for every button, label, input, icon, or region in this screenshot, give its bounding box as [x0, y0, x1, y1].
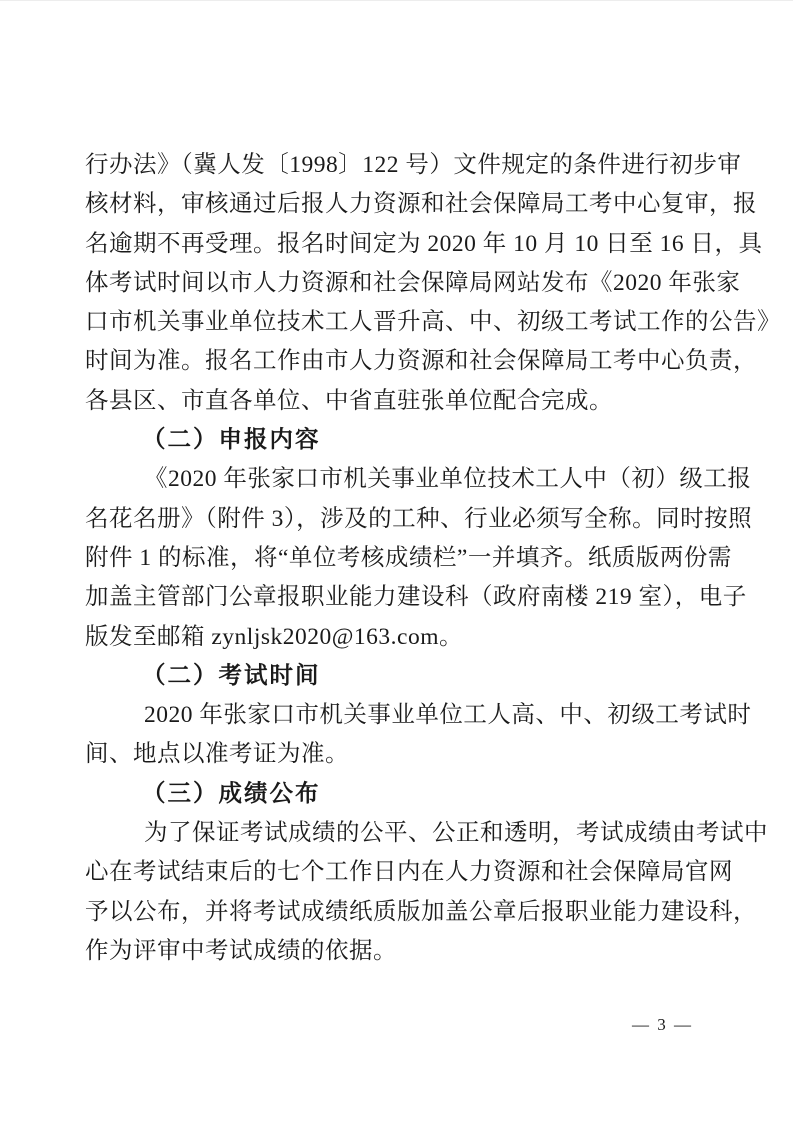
text-line: 附件 1 的标准，将“单位考核成绩栏”一并填齐。纸质版两份需 — [85, 544, 732, 571]
text-line: 版发至邮箱 zynljsk2020@163.com。 — [85, 623, 463, 650]
text-line: 核材料，审核通过后报人力资源和社会保障局工考中心复审，报 — [85, 191, 757, 218]
text-line: 心在考试结束后的七个工作日内在人力资源和社会保障局官网 — [85, 859, 733, 886]
paragraph — [85, 146, 781, 421]
section-heading: （二）申报内容 — [142, 427, 321, 454]
text-line: 予以公布，并将考试成绩纸质版加盖公章后报职业能力建设科， — [85, 898, 757, 925]
text-line: 名逾期不再受理。报名时间定为 2020 年 10 月 10 日至 16 日，具 — [85, 230, 763, 257]
text-line: 行办法》（冀人发〔1998〕122 号）文件规定的条件进行初步审 — [85, 152, 742, 178]
text-line: 《2020 年张家口市机关事业单位技术工人中（初）级工报 — [144, 466, 752, 493]
text-line: 名花名册》（附件 3），涉及的工种、行业必须写全称。同时按照 — [85, 505, 753, 532]
text-line: 时间为准。报名工作由市人力资源和社会保障局工考中心负责， — [85, 348, 757, 375]
section-heading: （二）考试时间 — [142, 662, 321, 689]
paragraph — [85, 814, 768, 971]
text-line: 体考试时间以市人力资源和社会保障局网站发布《2020 年张家 — [85, 269, 741, 296]
text-line: 加盖主管部门公章报职业能力建设科（政府南楼 219 室），电子 — [85, 584, 747, 611]
text-line: 间、地点以准考证为准。 — [85, 741, 349, 768]
text-line: 作为评审中考试成绩的依据。 — [85, 937, 397, 964]
document-body — [85, 146, 781, 971]
page-number: — 3 — — [632, 1015, 693, 1034]
paragraph — [85, 696, 752, 775]
text-line: 2020 年张家口市机关事业单位工人高、中、初级工考试时 — [144, 702, 752, 729]
text-line: 各县区、市直各单位、中省直驻张单位配合完成。 — [85, 387, 613, 414]
text-line: 为了保证考试成绩的公平、公正和透明，考试成绩由考试中 — [144, 820, 768, 847]
text-line: 口市机关事业单位技术工人晋升高、中、初级工考试工作的公告》 — [85, 309, 781, 336]
section-heading: （三）成绩公布 — [142, 780, 321, 807]
paragraph — [85, 460, 753, 656]
